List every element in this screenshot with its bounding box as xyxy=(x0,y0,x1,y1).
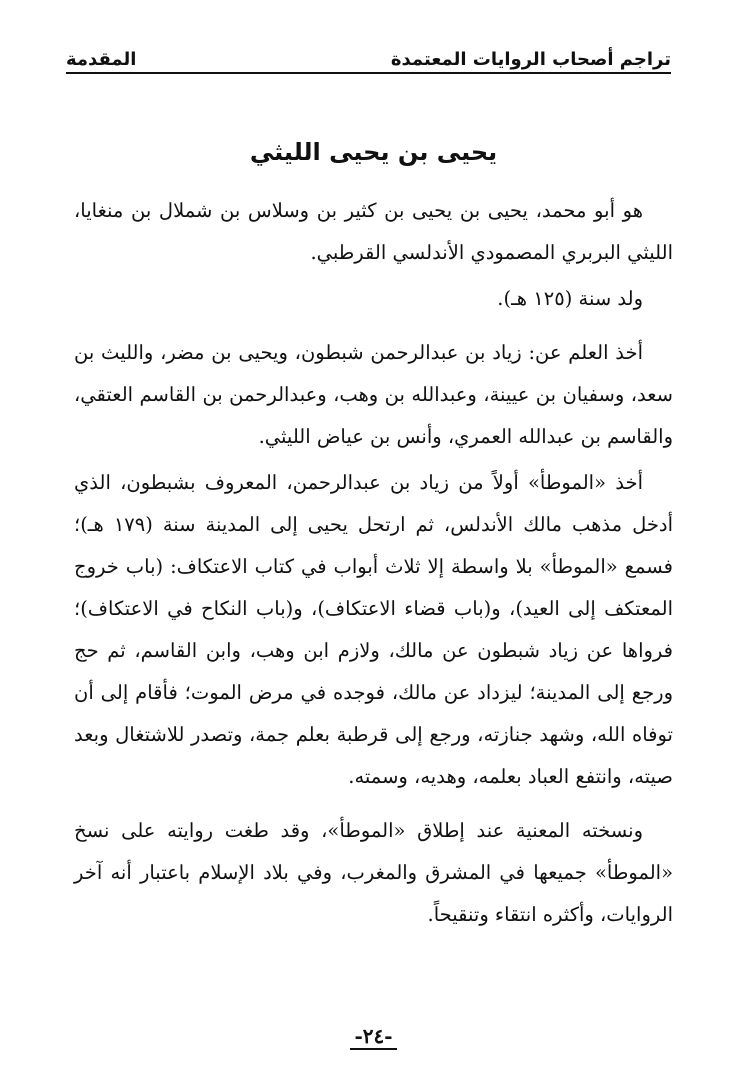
body-text xyxy=(74,190,673,936)
paragraph-recension: ونسخته المعنية عند إطلاق «الموطأ»، وقد طغت روايته على نسخ «الموطأ» جميعها في المشرق والمغرب، وفي بلاد الإسلام باعتبار أنه آخر الروايات، وأكثره انتقاء وتنقيحاً. xyxy=(74,819,673,926)
paragraph-muwatta: أخذ «الموطأ» أولاً من زياد بن عبدالرحمن، المعروف بشبطون، الذي أدخل مذهب مالك الأندلس، ثم ارتحل يحيى إلى المدينة سنة (١٧٩ هـ)؛ فسمع «الموطأ» بلا واسطة إلا ثلاث أبواب في كتاب الاعتكاف: (باب خروج المعتكف إلى العيد)، و(باب قضاء الاعتكاف)، و(باب النكاح في الاعتكاف)؛ فرواها عن زياد شبطون عن مالك، ولازم ابن وهب، وابن القاسم، ثم حج ورجع إلى المدينة؛ ليزداد عن مالك، فوجده في مرض الموت؛ فأقام إلى أن توفاه الله، وشهد جنازته، ورجع إلى قرطبة بعلم جمة، وتصدر للاشتغال وبعد صيته، وانتفع العباد بعلمه، وهديه، وسمته. xyxy=(74,471,673,788)
paragraph-birth: ولد سنة (١٢٥ هـ). xyxy=(497,287,643,310)
page-number-label: -٢٤- xyxy=(350,1024,396,1050)
chapter-title: يحيى بن يحيى الليثي xyxy=(249,138,498,166)
paragraph-teachers: أخذ العلم عن: زياد بن عبدالرحمن شبطون، ويحيى بن مضر، والليث بن سعد، وسفيان بن عيينة، وعبدالله بن وهب، وعبدالرحمن بن القاسم العتقي، والقاسم بن عبدالله العمري، وأنس بن عياض الليثي. xyxy=(74,341,673,448)
running-header xyxy=(66,34,671,74)
page-number xyxy=(0,1024,747,1050)
header-section: المقدمة xyxy=(66,49,137,70)
paragraph-intro: هو أبو محمد، يحيى بن يحيى بن كثير بن وسلاس بن شملال بن منغايا، الليثي البربري المصمودي الأندلسي القرطبي. xyxy=(74,199,673,264)
header-book-title: تراجم أصحاب الروايات المعتمدة xyxy=(390,49,671,70)
